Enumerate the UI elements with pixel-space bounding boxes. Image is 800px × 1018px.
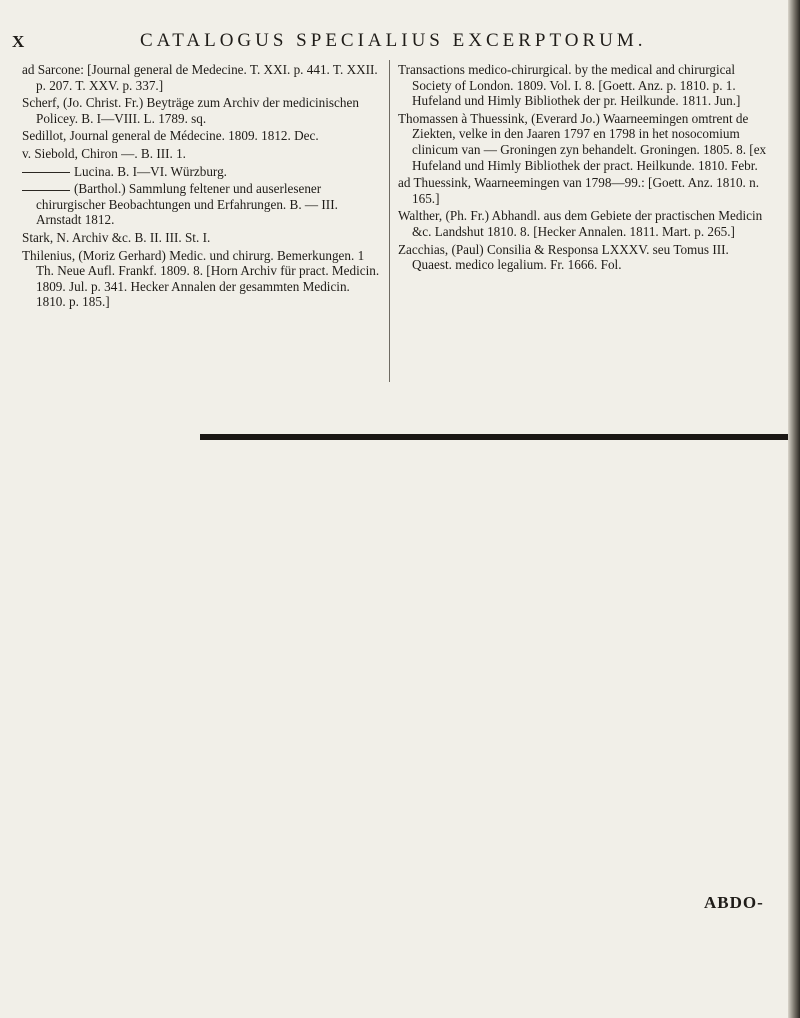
page-rule	[200, 434, 800, 440]
entry: Stark, N. Archiv &c. B. II. III. St. I.	[22, 229, 211, 245]
entry-continuation	[22, 181, 380, 228]
column-divider	[389, 60, 390, 382]
entry: ad Sarcone: [Journal general de Medecine. T. XXI. p. 441. T. XXII. p. 207. T. XXV. p. 337.]	[22, 62, 378, 93]
entry: Sedillot, Journal general de Médecine. 1809. 1812. Dec.	[22, 128, 319, 144]
entry-text: (Barthol.) Sammlung feltener und auserlesener chirurgischer Beobachtungen und Erfahrungen. B. — III. Arnstadt 1812.	[36, 181, 338, 228]
ditto-dash	[22, 172, 70, 173]
entry: Transactions medico-chirurgical. by the medical and chirurgical Society of London. 1809. Vol. I. 8. [Goett. Anz. p. 1810. p. 1. Hufeland und Himly Bibliothek der pr. Heilkunde. 1811. Jun.]	[398, 62, 741, 109]
left-column	[22, 62, 380, 312]
page-edge	[788, 0, 800, 1018]
entry: Thilenius, (Moriz Gerhard) Medic. und chirurg. Bemerkungen. 1 Th. Neue Aufl. Frankf. 1809. 8. [Horn Archiv für pract. Medicin. 1809. Jul. p. 341. Hecker Annalen der gesammten Medicin. 1810. p. 185.]	[22, 247, 380, 310]
running-head: CATALOGUS SPECIALIUS EXCERPTORUM.	[140, 30, 647, 51]
entry: Walther, (Ph. Fr.) Abhandl. aus dem Gebiete der practischen Medicin &c. Landshut 1810. 8. [Hecker Annalen. 1811. Mart. p. 265.]	[398, 208, 763, 239]
entry-text: Lucina. B. I—VI. Würzburg.	[74, 163, 227, 179]
catchword: ABDO-	[704, 893, 764, 912]
entry: Thomassen à Thuessink, (Everard Jo.) Waarneemingen omtrent de Ziekten, velke in den Jaaren 1797 en 1798 in het nosocomium clinicum van — Groningen zyn behandelt. Groningen. 1805. 8. [ex Hufeland und Himly Bibliothek der pract. Heilkunde. 1810. Febr.	[398, 110, 767, 173]
signature-mark: X	[12, 32, 26, 51]
right-column	[398, 62, 768, 275]
entry: ad Thuessink, Waarneemingen van 1798—99.: [Goett. Anz. 1810. n. 165.]	[398, 175, 760, 206]
entry-continuation	[22, 164, 380, 180]
entry: Zacchias, (Paul) Consilia & Responsa LXXXV. seu Tomus III. Quaest. medico legalium. Fr. 1666. Fol.	[398, 241, 729, 273]
entry: v. Siebold, Chiron —. B. III. 1.	[22, 145, 186, 161]
entry: Scherf, (Jo. Christ. Fr.) Beyträge zum Archiv der medicinischen Policey. B. I—VIII. L. 1789. sq.	[22, 95, 359, 126]
ditto-dash	[22, 190, 70, 191]
